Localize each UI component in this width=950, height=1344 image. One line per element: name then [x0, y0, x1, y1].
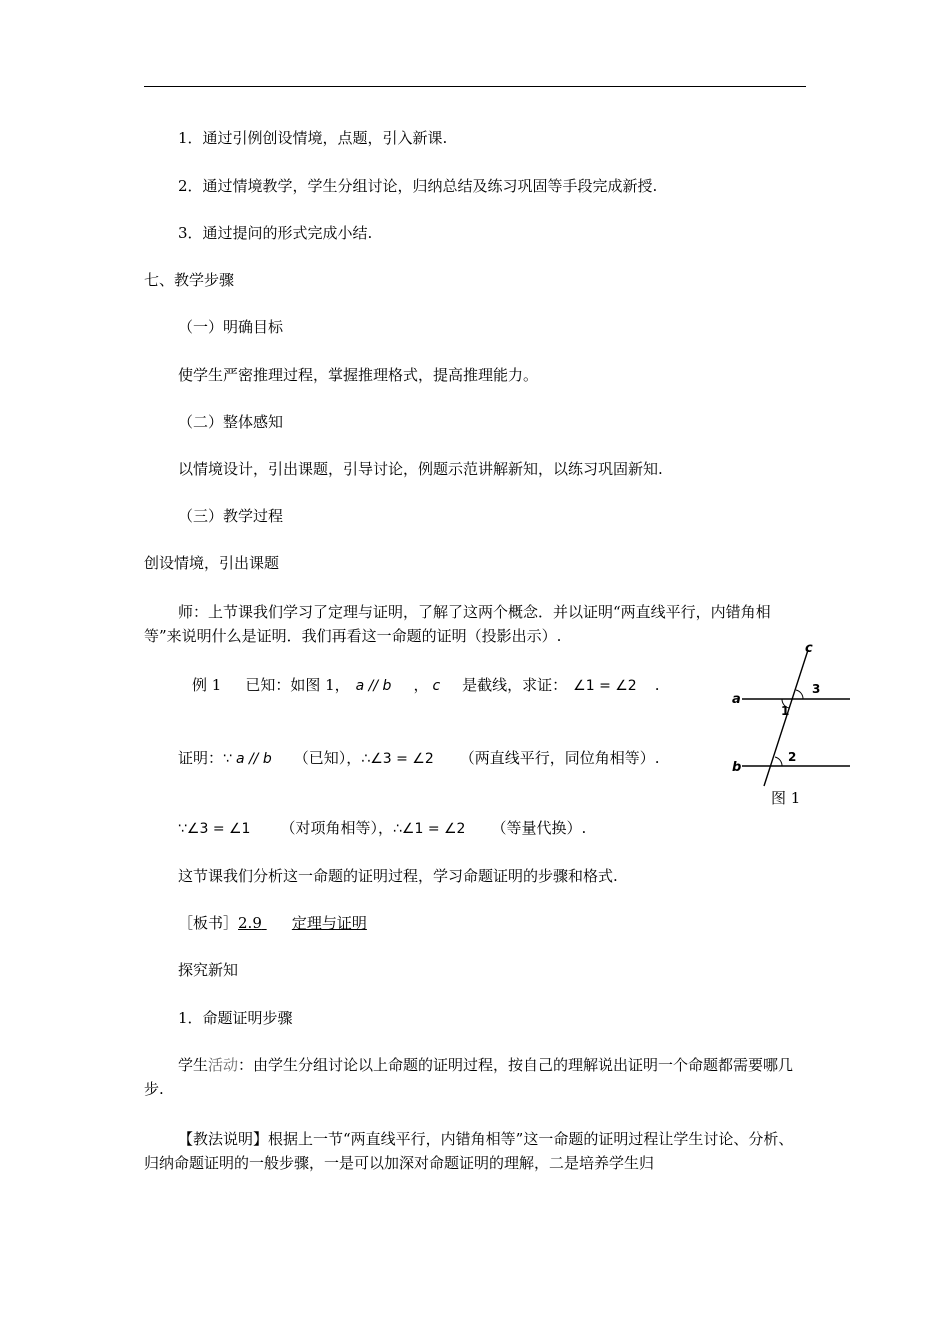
- example-given: 已知：如图 1，: [245, 676, 350, 694]
- label-b: b: [732, 760, 742, 775]
- subheading-perception: （二）整体感知: [178, 413, 284, 431]
- method-paragraph: 【教法说明】根据上一节“两直线平行，内错角相等”这一命题的证明过程让学生讨论、分析、归纳命题证明的一般步骤，一是可以加深对命题证明的理解，二是培养学生归: [144, 1130, 794, 1172]
- subheading-process: （三）教学过程: [178, 507, 284, 525]
- label-c: c: [805, 641, 813, 656]
- proof2-reason-2: （等量代换）.: [491, 819, 587, 837]
- example-line: [192, 675, 660, 696]
- proof-stmt-1: ∠3 = ∠2: [370, 751, 434, 767]
- explore-heading: 探究新知: [178, 961, 239, 979]
- student-activity-text: ：由学生分组讨论以上命题的证明过程，按自己的理解说出证明一个命题都需要哪几步.: [144, 1056, 794, 1098]
- example-parallel: a // b: [355, 678, 392, 694]
- proof-parallel: a // b: [235, 751, 272, 767]
- student-activity-label-2: 活动: [208, 1056, 239, 1074]
- list1-item-1: 1．通过引例创设情境，点题，引入新课.: [178, 129, 448, 147]
- example-end: .: [654, 676, 660, 694]
- proof2-stmt-1: ∠3 = ∠1: [186, 821, 251, 837]
- therefore-symbol: ∴: [361, 751, 371, 767]
- board-line: [178, 913, 367, 933]
- proof-reason-2: （两直线平行，同位角相等）.: [459, 749, 660, 767]
- perception-text: 以情境设计，引出课题，引导讨论，例题示范讲解新知，以练习巩固新知.: [178, 460, 663, 478]
- student-activity-paragraph: [144, 1053, 806, 1101]
- label-angle-1: 1: [781, 704, 790, 718]
- example-label: 例 1: [192, 676, 222, 694]
- proof-label: 证明：: [178, 749, 224, 767]
- because-symbol: ∵: [223, 751, 232, 767]
- figure-1-diagram: [726, 638, 852, 810]
- proof2-stmt-2: ∠1 = ∠2: [401, 821, 466, 837]
- proof-reason-1: （已知），: [293, 749, 362, 767]
- proof-line-2: [178, 818, 586, 839]
- example-c: c: [432, 678, 441, 694]
- board-prefix: ［板书］: [178, 914, 239, 932]
- teacher-paragraph: 师：上节课我们学习了定理与证明，了解了这两个概念．并以证明“两直线平行，内错角相等”来说明什么是证明．我们再看这一命题的证明（投影出示）.: [144, 603, 771, 645]
- step1-heading: 1．命题证明步骤: [178, 1009, 293, 1027]
- header-rule: [144, 86, 806, 87]
- label-a: a: [732, 692, 741, 707]
- board-number: 2.9: [238, 914, 262, 932]
- list1-item-3: 3．通过提问的形式完成小结.: [178, 224, 373, 242]
- figure-caption: 图 1: [771, 789, 801, 807]
- student-activity-label: 学生: [178, 1056, 209, 1074]
- list1-item-2: 2．通过情境教学，学生分组讨论，归纳总结及练习巩固等手段完成新授.: [178, 177, 658, 195]
- goals-text: 使学生严密推理过程，掌握推理格式，提高推理能力。: [178, 366, 539, 384]
- therefore-symbol-2: ∴: [392, 821, 402, 837]
- example-transversal: 是截线，求证：: [462, 676, 568, 694]
- subheading-goals: （一）明确目标: [178, 318, 284, 336]
- example-comma: ，: [413, 676, 429, 694]
- label-angle-3: 3: [812, 682, 821, 696]
- summary-text: 这节课我们分析这一命题的证明过程，学习命题证明的步骤和格式.: [178, 867, 618, 885]
- board-title: 定理与证明: [291, 914, 367, 932]
- proof2-reason-1: （对项角相等），: [280, 819, 393, 837]
- example-claim: ∠1 = ∠2: [573, 678, 637, 694]
- because-symbol-2: ∵: [178, 821, 187, 837]
- section-heading-teaching-steps: 七、教学步骤: [144, 271, 235, 289]
- label-angle-2: 2: [788, 750, 797, 764]
- intro-title: 创设情境，引出课题: [144, 554, 280, 572]
- proof-line-1: [178, 748, 660, 769]
